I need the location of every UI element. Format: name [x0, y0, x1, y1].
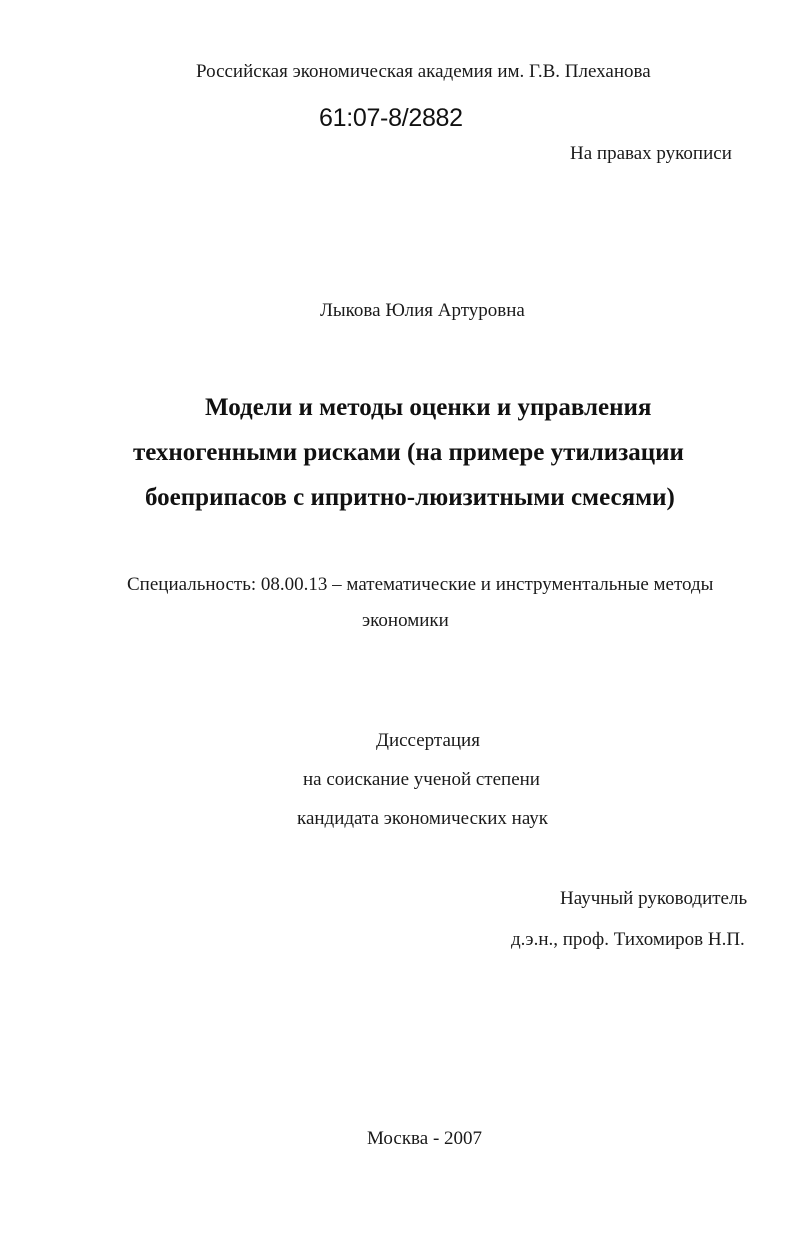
- degree-line-1: Диссертация: [376, 730, 480, 751]
- thesis-title-line-2: техногенными рисками (на примере утилизации: [133, 439, 684, 466]
- rights-notice: На правах рукописи: [570, 143, 732, 164]
- supervisor-name: д.э.н., проф. Тихомиров Н.П.: [511, 929, 745, 950]
- institution-name: Российская экономическая академия им. Г.В. Плеханова: [196, 61, 651, 82]
- shelfmark-number: 61:07-8/2882: [319, 104, 463, 132]
- author-name: Лыкова Юлия Артуровна: [320, 300, 525, 321]
- degree-line-3: кандидата экономических наук: [297, 808, 549, 829]
- supervisor-label: Научный руководитель: [560, 888, 748, 909]
- specialty-line-1: Специальность: 08.00.13 – математические и инструментальные методы: [127, 574, 714, 595]
- thesis-title-line-1: Модели и методы оценки и управления: [205, 394, 652, 421]
- thesis-title-line-3: боеприпасов с ипритно-люизитными смесями): [145, 484, 675, 511]
- city-year: Москва - 2007: [367, 1128, 483, 1149]
- degree-line-2: на соискание ученой степени: [303, 769, 540, 790]
- specialty-line-2: экономики: [362, 610, 449, 631]
